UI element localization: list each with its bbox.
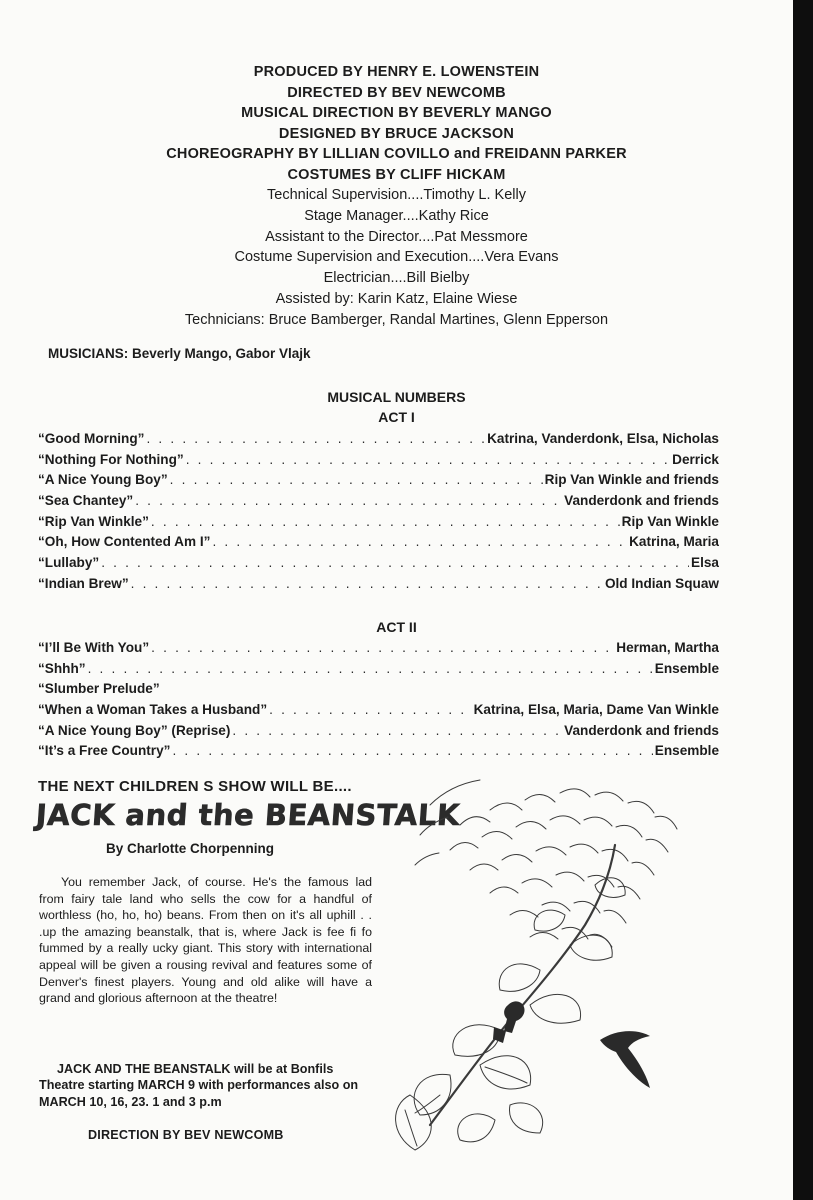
number-row xyxy=(38,638,719,659)
song-title: “Rip Van Winkle” xyxy=(38,513,149,529)
song-performers: Rip Van Winkle and friends xyxy=(544,472,719,488)
dot-leader xyxy=(135,491,562,512)
act-two-heading: ACT II xyxy=(376,619,417,635)
beanstalk-leaf xyxy=(530,994,581,1023)
dot-leader xyxy=(131,574,603,595)
song-title: “Indian Brew” xyxy=(38,575,129,591)
musical-numbers-heading: MUSICAL NUMBERS xyxy=(327,389,466,405)
dot-leader xyxy=(170,470,543,491)
wind-streak xyxy=(415,780,480,865)
credit-costumes: COSTUMES BY CLIFF HICKAM xyxy=(287,166,506,183)
song-performers: Rip Van Winkle xyxy=(621,513,719,529)
next-show-dates: JACK AND THE BEANSTALK will be at Bonfils Theatre starting MARCH 9 with performances also on MARCH 10, 16, 23. 1 and 3 p.m xyxy=(39,1062,359,1109)
next-show-blurb: You remember Jack, of course. He's the famous lad from fairy tale land who sells the cow for a handful of worthless (ho, ho, ho) beans. From then on it's all uphill . . .up the amazing beanstalk, that is, where Jack is fee fi fo fummed by a really ucky giant. This story with international appeal will be given a rousing revival and features some of Denver's finest players. Young and old alike will have a grand and glorious afternoon at the theatre! xyxy=(39,875,372,1006)
dot-leader xyxy=(88,659,653,680)
song-title: “A Nice Young Boy” (Reprise) xyxy=(38,722,231,738)
song-performers: Katrina, Maria xyxy=(629,534,719,550)
credit-assisted-by: Assisted by: Karin Katz, Elaine Wiese xyxy=(275,290,518,307)
credit-musical-direction: MUSICAL DIRECTION BY BEVERLY MANGO xyxy=(241,105,552,121)
song-performers: Ensemble xyxy=(654,660,719,676)
jack-figure xyxy=(504,1001,525,1033)
song-performers: Vanderdonk and friends xyxy=(564,493,719,509)
next-show-title: JACK and the BEANSTALK xyxy=(34,798,462,832)
credit-assistant-director: Assistant to the Director....Pat Messmore xyxy=(265,228,528,245)
jack-figure xyxy=(493,1027,506,1043)
song-title: “Sea Chantey” xyxy=(38,493,134,509)
number-row xyxy=(38,721,719,742)
credit-technicians: Technicians: Bruce Bamberger, Randal Martines, Glenn Epperson xyxy=(184,311,609,328)
number-row xyxy=(38,679,719,700)
song-title: “Good Morning” xyxy=(38,431,145,446)
song-title: “It’s a Free Country” xyxy=(38,743,171,759)
beanstalk-leaf xyxy=(458,1114,495,1142)
number-row xyxy=(38,741,719,762)
number-row xyxy=(38,429,719,450)
production-credits xyxy=(0,62,793,331)
song-performers: Old Indian Squaw xyxy=(604,575,719,591)
credit-producer: PRODUCED BY HENRY E. LOWENSTEIN xyxy=(253,64,540,80)
musicians-line: MUSICIANS: Beverly Mango, Gabor Vlajk xyxy=(48,346,311,361)
song-title: “Slumber Prelude” xyxy=(38,681,160,697)
act-one-heading: ACT I xyxy=(378,409,415,425)
song-performers: Katrina, Elsa, Maria, Dame Van Winkle xyxy=(473,702,719,718)
song-title: “Shhh” xyxy=(38,660,86,676)
beanstalk-leaf xyxy=(534,910,565,931)
number-row xyxy=(38,700,719,721)
beanstalk-leaf xyxy=(414,1074,451,1115)
number-row xyxy=(38,491,719,512)
number-row xyxy=(38,574,719,595)
next-show-announcement: THE NEXT CHILDREN S SHOW WILL BE.... xyxy=(38,778,352,795)
song-title: “Nothing For Nothing” xyxy=(38,451,184,467)
act-one-numbers xyxy=(38,429,719,595)
credit-designer: DESIGNED BY BRUCE JACKSON xyxy=(278,125,515,142)
beanstalk-leaf xyxy=(480,1056,531,1089)
credit-director: DIRECTED BY BEV NEWCOMB xyxy=(287,84,506,101)
page-edge-shadow xyxy=(793,0,813,1200)
beanstalk-leaf xyxy=(396,1095,432,1150)
dot-leader xyxy=(232,721,562,742)
song-performers: Derrick xyxy=(672,451,719,467)
song-performers: Elsa xyxy=(691,555,719,571)
dot-leader xyxy=(101,553,689,574)
song-title: “A Nice Young Boy” xyxy=(38,472,168,488)
beanstalk-illustration xyxy=(390,765,740,1165)
credit-costume-supervision: Costume Supervision and Execution....Vera Evans xyxy=(234,249,559,266)
dot-leader xyxy=(151,638,614,659)
number-row xyxy=(38,659,719,680)
song-title: “Oh, How Contented Am I” xyxy=(38,534,211,550)
song-title: “I’ll Be With You” xyxy=(38,640,150,655)
act-two-numbers xyxy=(38,638,719,762)
number-row xyxy=(38,553,719,574)
beanstalk-leaf xyxy=(499,964,540,991)
dot-leader xyxy=(151,512,620,533)
number-row xyxy=(38,450,719,471)
cloud-swirl xyxy=(450,789,677,947)
next-show-byline: By Charlotte Chorpenning xyxy=(106,841,274,856)
number-row xyxy=(38,532,719,553)
song-performers: Vanderdonk and friends xyxy=(564,722,719,738)
song-performers: Katrina, Vanderdonk, Elsa, Nicholas xyxy=(487,431,719,446)
dot-leader xyxy=(269,700,471,721)
credit-choreography: CHOREOGRAPHY BY LILLIAN COVILLO and FREIDANN PARKER xyxy=(166,146,627,162)
credit-stage-manager: Stage Manager....Kathy Rice xyxy=(304,207,489,224)
song-title: “When a Woman Takes a Husband” xyxy=(38,702,268,718)
credit-electrician: Electrician....Bill Bielby xyxy=(323,270,470,287)
beanstalk-leaf xyxy=(510,1103,543,1133)
song-performers: Herman, Martha xyxy=(616,640,719,655)
next-show-direction: DIRECTION BY BEV NEWCOMB xyxy=(88,1128,284,1142)
number-row xyxy=(38,470,719,491)
song-performers: Ensemble xyxy=(654,743,719,759)
song-title: “Lullaby” xyxy=(38,555,100,571)
dot-leader xyxy=(186,450,670,471)
credit-technical-supervision: Technical Supervision....Timothy L. Kelly xyxy=(267,187,526,203)
number-row xyxy=(38,512,719,533)
dot-leader xyxy=(146,429,485,450)
dot-leader xyxy=(212,532,627,553)
dot-leader xyxy=(172,741,652,762)
beanstalk-stem xyxy=(430,845,615,1125)
bird-silhouette xyxy=(600,1031,650,1088)
